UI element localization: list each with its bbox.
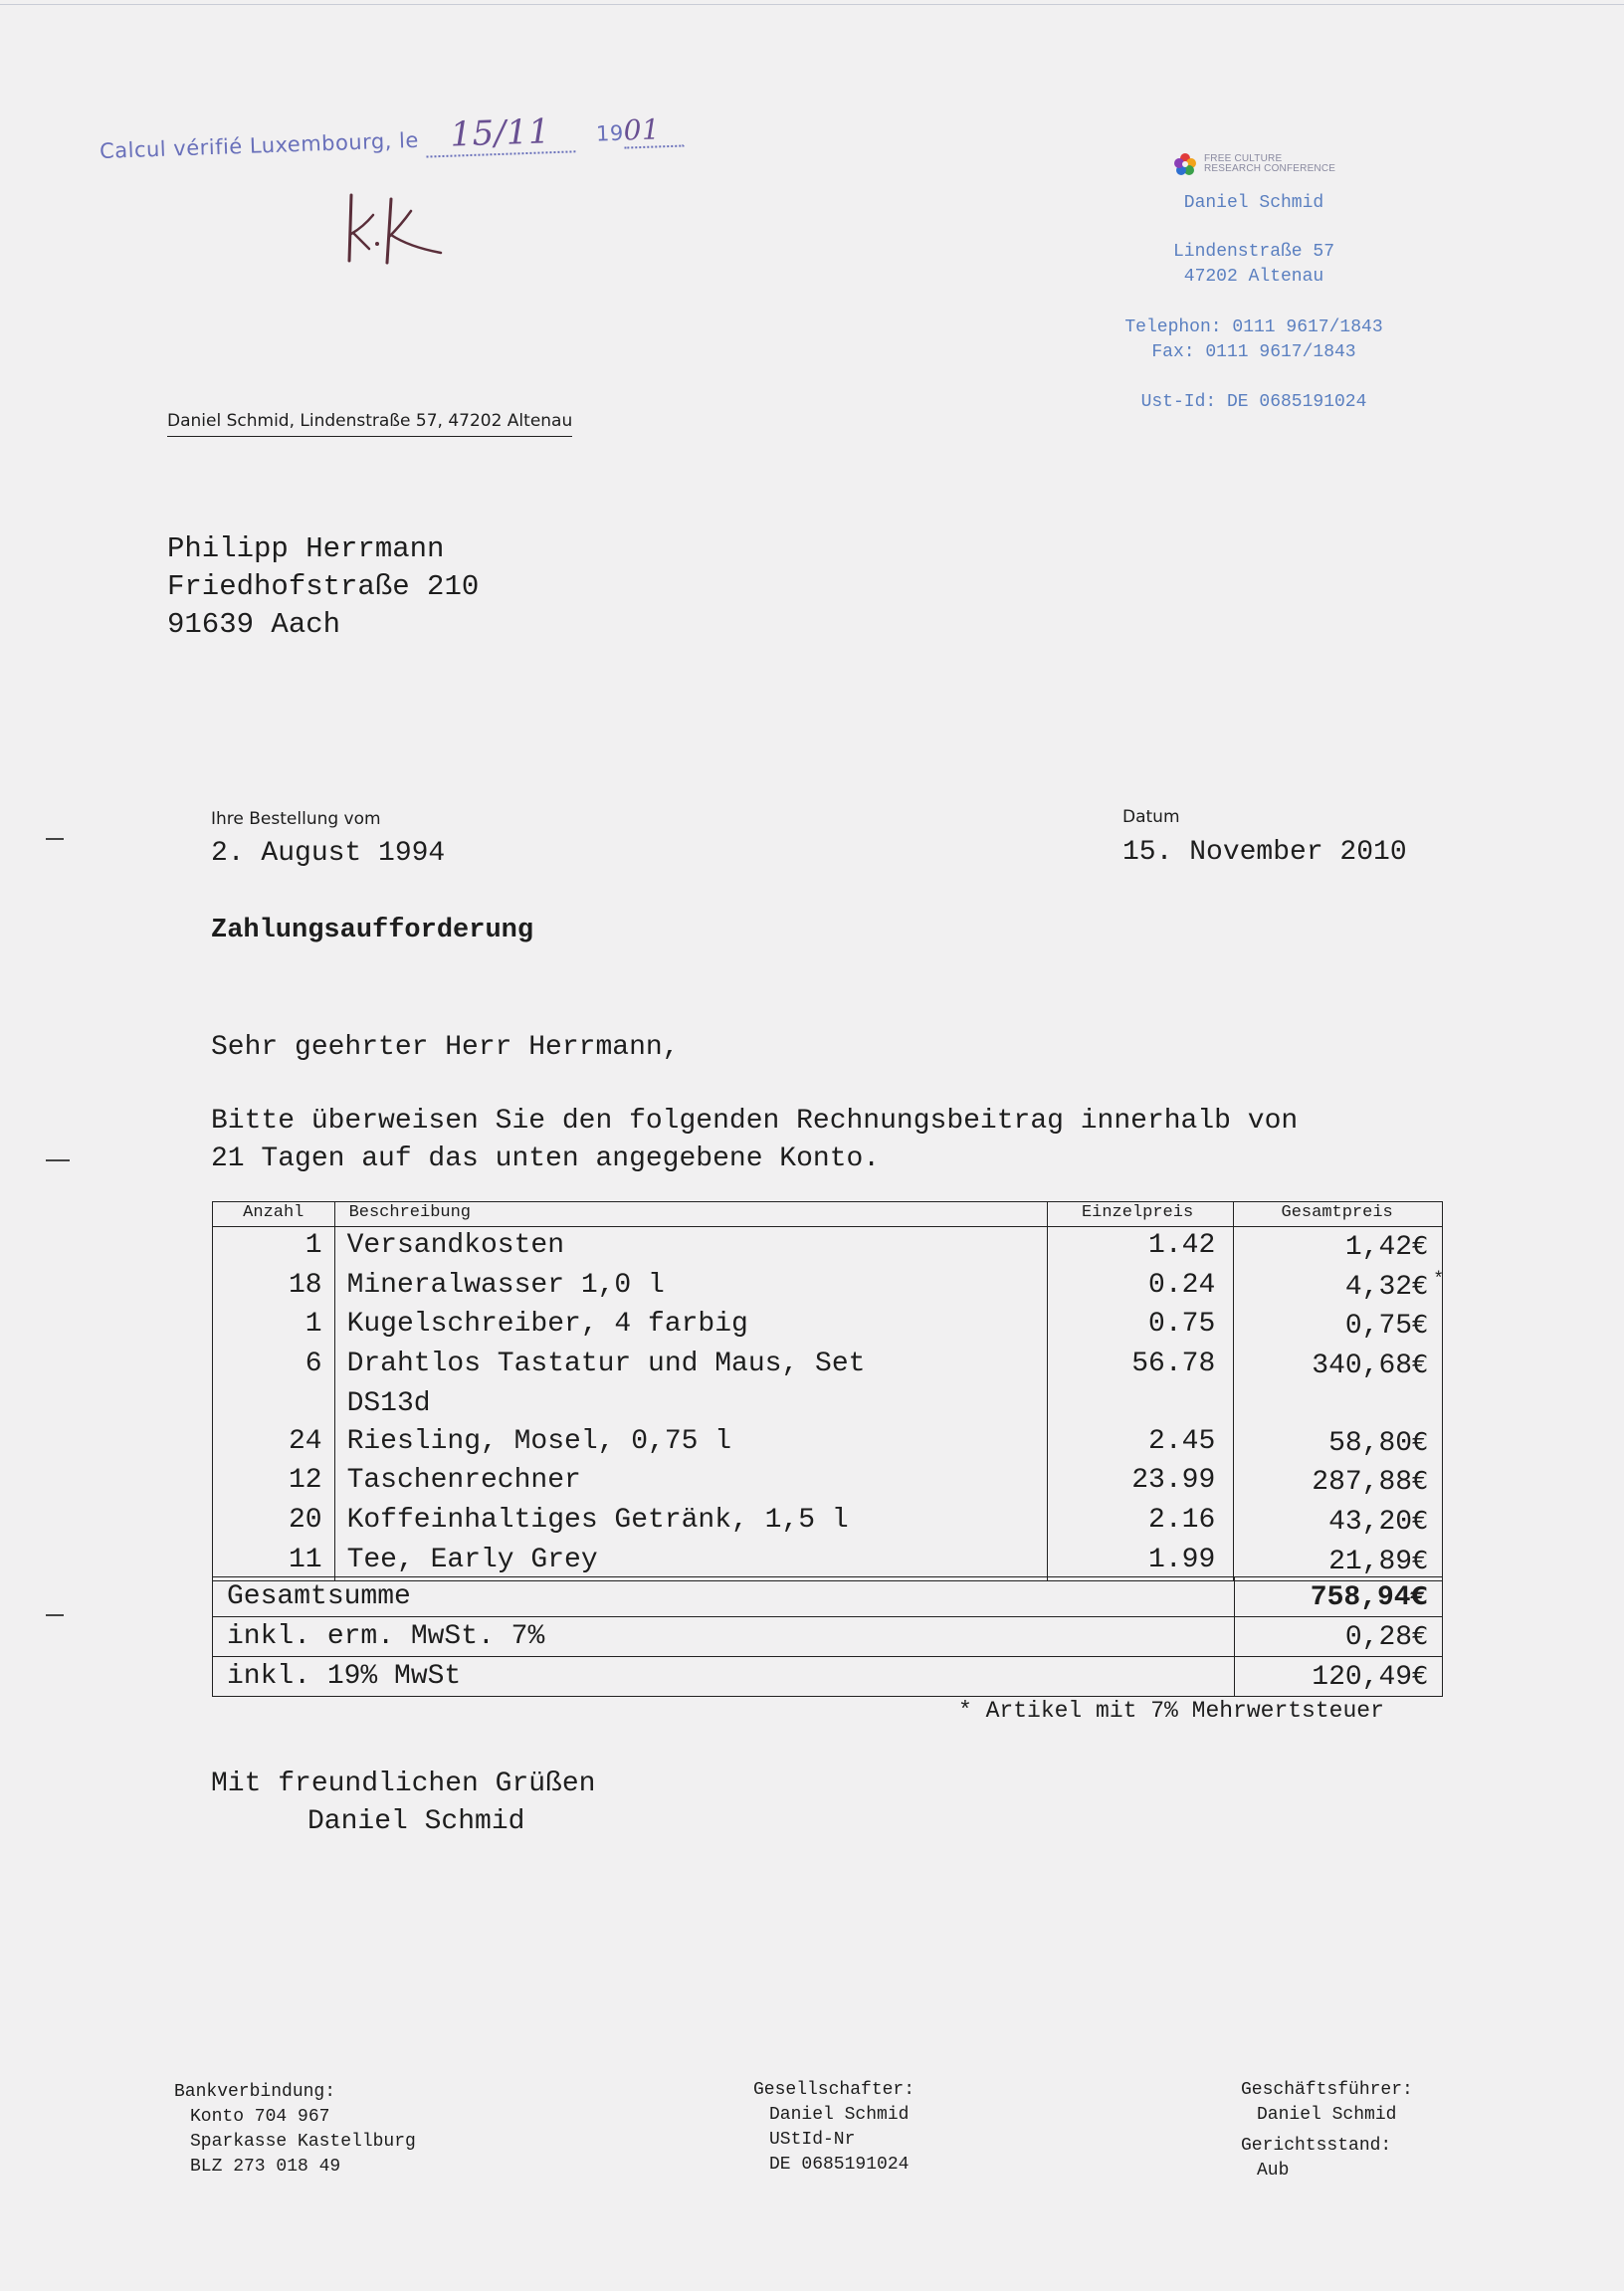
sender-street: Lindenstraße 57 xyxy=(1172,242,1335,262)
item-description: Mineralwasser 1,0 l xyxy=(334,1267,1047,1307)
stamp-text: Calcul vérifié Luxembourg, le xyxy=(99,127,420,163)
item-total-price: 21,89€ xyxy=(1234,1542,1443,1581)
table-body xyxy=(213,1227,1443,1581)
item-quantity: 11 xyxy=(213,1542,335,1581)
recipient-address xyxy=(167,530,479,644)
euro-sign: € xyxy=(1412,1621,1428,1650)
item-quantity: 18 xyxy=(213,1267,335,1307)
euro-sign: € xyxy=(1412,1310,1428,1340)
vat-value: 120,49€ xyxy=(1235,1657,1443,1697)
invoice-items-table xyxy=(212,1201,1443,1581)
item-quantity: 24 xyxy=(213,1423,335,1463)
fold-mark xyxy=(46,838,64,840)
vat-label: inkl. 19% MwSt xyxy=(213,1657,1235,1697)
stamp-handwritten-year: 01 xyxy=(623,112,661,147)
court-label: Gerichtsstand: xyxy=(1241,2136,1392,2156)
item-description: DS13d xyxy=(334,1385,1047,1423)
euro-sign: € xyxy=(1412,1661,1428,1690)
stamp-century: 19 xyxy=(595,120,625,146)
reduced-vat-value: 0,28€ xyxy=(1235,1617,1443,1657)
fold-mark xyxy=(46,1614,64,1616)
partner-vat: DE 0685191024 xyxy=(769,2155,910,2175)
euro-sign: € xyxy=(1412,1426,1428,1456)
partner-vat-label: UStId-Nr xyxy=(769,2130,856,2150)
column-header: Anzahl xyxy=(213,1202,335,1227)
stamp-handwritten-date: 15/11 xyxy=(449,111,551,155)
item-description: Drahtlos Tastatur und Maus, Set xyxy=(334,1346,1047,1385)
table-row xyxy=(213,1502,1443,1542)
column-header: Gesamtpreis xyxy=(1234,1202,1443,1227)
logo-text-line1: FREE CULTURE xyxy=(1204,153,1283,164)
item-total-price: 58,80€ xyxy=(1234,1423,1443,1463)
order-date-label: Ihre Bestellung vom xyxy=(211,809,381,829)
table-row xyxy=(213,1462,1443,1502)
item-total-price xyxy=(1234,1385,1443,1423)
body-line-1: Bitte überweisen Sie den folgenden Rechnungsbeitrag innerhalb von xyxy=(211,1106,1299,1137)
euro-sign: € xyxy=(1410,1581,1428,1610)
item-description: Kugelschreiber, 4 farbig xyxy=(334,1306,1047,1346)
item-description: Versandkosten xyxy=(334,1227,1047,1267)
reduced-vat-label: inkl. erm. MwSt. 7% xyxy=(213,1617,1235,1657)
director-label: Geschäftsführer: xyxy=(1241,2080,1413,2100)
item-unit-price xyxy=(1047,1385,1233,1423)
footer-director-details xyxy=(1241,2078,1413,2184)
column-header: Beschreibung xyxy=(334,1202,1047,1227)
item-unit-price: 1.99 xyxy=(1047,1542,1233,1581)
item-description: Koffeinhaltiges Getränk, 1,5 l xyxy=(334,1502,1047,1542)
item-total-price: 43,20€ xyxy=(1234,1502,1443,1542)
euro-sign: € xyxy=(1412,1505,1428,1535)
item-quantity xyxy=(213,1385,335,1423)
salutation: Sehr geehrter Herr Herrmann, xyxy=(211,1032,680,1063)
item-unit-price: 0.24 xyxy=(1047,1267,1233,1307)
document-subject: Zahlungsaufforderung xyxy=(211,916,534,945)
item-description: Taschenrechner xyxy=(334,1462,1047,1502)
court: Aub xyxy=(1257,2161,1290,2181)
sum-row xyxy=(213,1657,1443,1697)
sender-phone: Telephon: 0111 9617/1843 xyxy=(1124,317,1383,337)
euro-sign: € xyxy=(1412,1231,1428,1260)
item-total-price: 287,88€ xyxy=(1234,1462,1443,1502)
table-row xyxy=(213,1346,1443,1385)
bank-blz: BLZ 273 018 49 xyxy=(190,2157,341,2177)
page-top-edge xyxy=(0,4,1624,5)
bank-label: Bankverbindung: xyxy=(174,2082,336,2102)
sum-row xyxy=(213,1577,1443,1617)
item-quantity: 1 xyxy=(213,1227,335,1267)
director-name: Daniel Schmid xyxy=(1257,2105,1397,2125)
sender-name: Daniel Schmid xyxy=(1183,193,1324,213)
recipient-name: Philipp Herrmann xyxy=(167,532,445,565)
item-unit-price: 1.42 xyxy=(1047,1227,1233,1267)
table-row xyxy=(213,1267,1443,1307)
partner-label: Gesellschafter: xyxy=(753,2080,915,2100)
recipient-street: Friedhofstraße 210 xyxy=(167,570,480,603)
punch-mark xyxy=(46,1159,70,1161)
item-unit-price: 0.75 xyxy=(1047,1306,1233,1346)
document-date-label: Datum xyxy=(1122,807,1180,827)
item-quantity: 1 xyxy=(213,1306,335,1346)
partner-name: Daniel Schmid xyxy=(769,2105,910,2125)
logo-text-line2: RESEARCH CONFERENCE xyxy=(1204,163,1336,174)
column-header: Einzelpreis xyxy=(1047,1202,1233,1227)
footer-bank-details xyxy=(174,2080,416,2180)
body-line-2: 21 Tagen auf das unten angegebene Konto. xyxy=(211,1144,881,1174)
order-date: 2. August 1994 xyxy=(211,838,446,869)
invoice-sums-table xyxy=(212,1576,1443,1697)
bank-account: Konto 704 967 xyxy=(190,2107,330,2127)
grand-total-value: 758,94€ xyxy=(1235,1577,1443,1617)
item-quantity: 6 xyxy=(213,1346,335,1385)
table-header-row xyxy=(213,1202,1443,1227)
item-total-price: 4,32€ * xyxy=(1234,1267,1443,1307)
table-row xyxy=(213,1423,1443,1463)
table-row xyxy=(213,1227,1443,1267)
item-unit-price: 2.16 xyxy=(1047,1502,1233,1542)
euro-sign: € xyxy=(1412,1545,1428,1574)
item-total-price: 1,42€ xyxy=(1234,1227,1443,1267)
sum-row xyxy=(213,1617,1443,1657)
sender-vat-id: Ust-Id: DE 0685191024 xyxy=(1140,392,1367,412)
table-row xyxy=(213,1542,1443,1581)
handwritten-initials-signature xyxy=(343,189,453,269)
item-quantity: 20 xyxy=(213,1502,335,1542)
color-wheel-icon xyxy=(1172,151,1198,177)
verification-stamp xyxy=(99,107,684,169)
item-total-price: 0,75€ xyxy=(1234,1306,1443,1346)
euro-sign: € xyxy=(1412,1270,1428,1300)
item-quantity: 12 xyxy=(213,1462,335,1502)
closing-greeting: Mit freundlichen Grüßen xyxy=(211,1769,596,1799)
item-total-price: 340,68€ xyxy=(1234,1346,1443,1385)
document-date: 15. November 2010 xyxy=(1122,837,1407,868)
item-unit-price: 2.45 xyxy=(1047,1423,1233,1463)
grand-total-label: Gesamtsumme xyxy=(213,1577,1235,1617)
sender-city: 47202 Altenau xyxy=(1183,267,1324,287)
closing-name: Daniel Schmid xyxy=(307,1806,525,1837)
conference-logo xyxy=(1172,151,1335,177)
sender-fax: Fax: 0111 9617/1843 xyxy=(1151,342,1356,362)
table-row xyxy=(213,1385,1443,1423)
recipient-city: 91639 Aach xyxy=(167,608,341,641)
item-description: Tee, Early Grey xyxy=(334,1542,1047,1581)
vat-footnote: * Artikel mit 7% Mehrwertsteuer xyxy=(958,1698,1384,1724)
table-row xyxy=(213,1306,1443,1346)
item-unit-price: 23.99 xyxy=(1047,1462,1233,1502)
euro-sign: € xyxy=(1412,1350,1428,1379)
return-address: Daniel Schmid, Lindenstraße 57, 47202 Altenau xyxy=(167,411,572,437)
euro-sign: € xyxy=(1412,1466,1428,1496)
item-unit-price: 56.78 xyxy=(1047,1346,1233,1385)
reduced-vat-marker: * xyxy=(1433,1269,1444,1290)
footer-partner-details xyxy=(753,2078,914,2178)
item-description: Riesling, Mosel, 0,75 l xyxy=(334,1423,1047,1463)
bank-name: Sparkasse Kastellburg xyxy=(190,2132,416,2152)
